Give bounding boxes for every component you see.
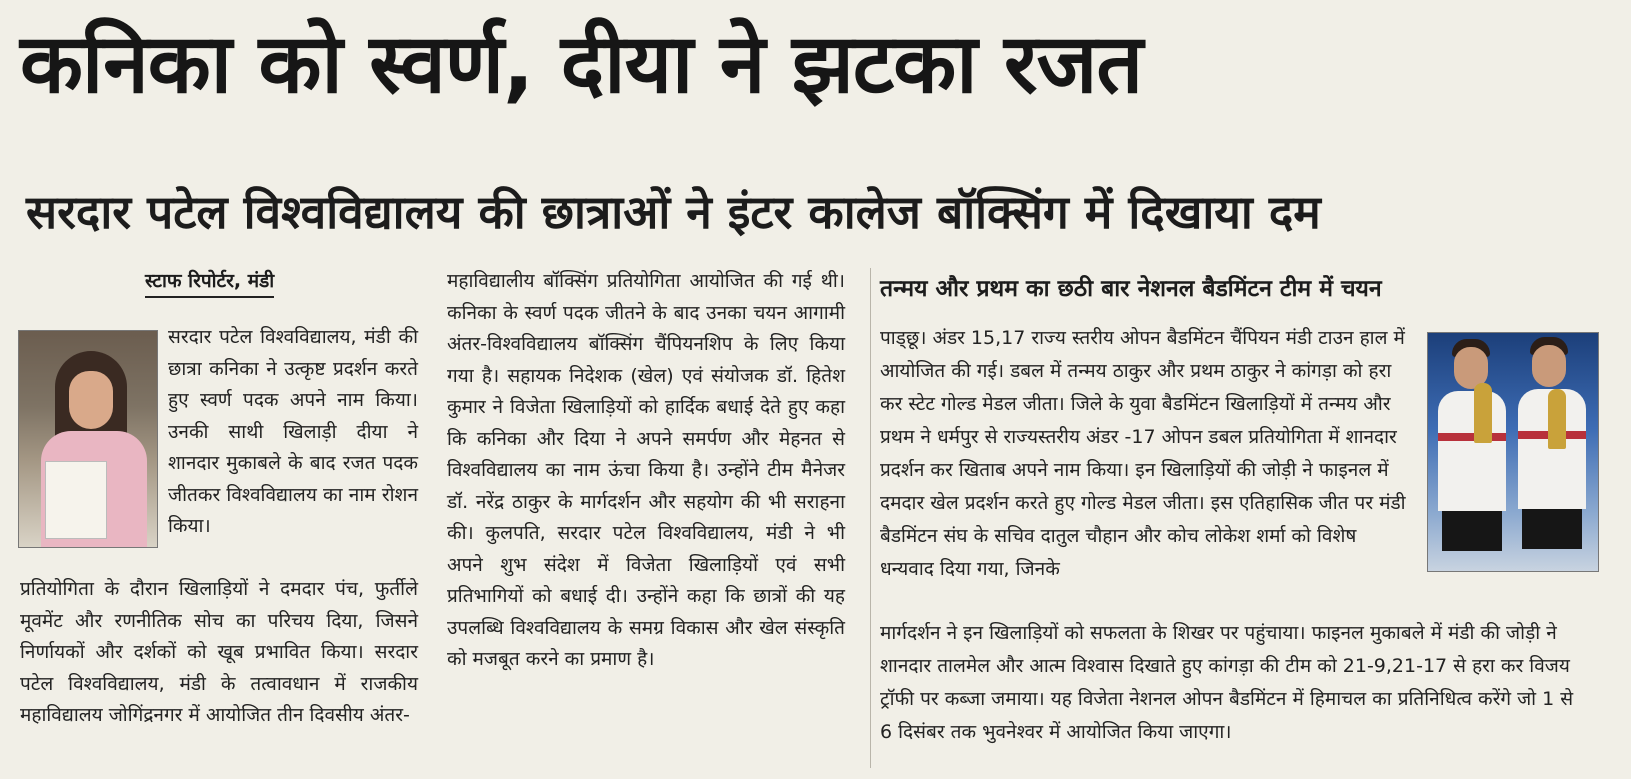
byline: स्टाफ रिपोर्टर, मंडी	[145, 268, 274, 298]
player-left-stripe	[1438, 433, 1506, 441]
photo-certificate	[45, 461, 107, 539]
badminton-players-photo	[1427, 332, 1599, 572]
side-story-body-top: पाड्छू। अंडर 15,17 राज्य स्तरीय ओपन बैडमिंटन चैंपियन मंडी टाउन हाल में आयोजित की गई। डबल में तन्मय ठाकुर और प्रथम ठाकुर ने कांगड़ा को हरा कर स्टेट गोल्ड मेडल जीता। जिले के युवा बैडमिंटन खिलाड़ियों में तन्मय और प्रथम ने धर्मपुर से राज्यस्तरीय अंडर -17 ओपन डबल प्रतियोगिता में शानदार प्रदर्शन कर खिताब अपने नाम किया। इन खिलाड़ियों की जोड़ी ने फाइनल में दमदार खेल प्रदर्शन करते हुए गोल्ड मेडल जीता। इस एतिहासिक जीत पर मंडी बैडमिंटन संघ के सचिव दातुल चौहान और कोच लोकेश शर्मा को विशेष धन्यवाद दिया गया, जिनके	[880, 327, 1406, 580]
boxer-photo	[18, 330, 158, 548]
photo-face	[69, 371, 113, 429]
trophy-right	[1548, 389, 1566, 449]
article-column-2: महाविद्यालीय बॉक्सिंग प्रतियोगिता आयोजित की गई थी। कनिका के स्वर्ण पदक जीतने के बाद उनका चयन आगामी अंतर-विश्वविद्यालय बॉक्सिंग चैंपियनशिप के लिए किया गया है। सहायक निदेशक (खेल) एवं संयोजक डॉ. हितेश कुमार ने विजेता खिलाड़ियों को हार्दिक बधाई देते हुए कहा कि कनिका और दिया ने अपने समर्पण और मेहनत से विश्वविद्यालय का नाम ऊंचा किया है। उन्होंने टीम मैनेजर डॉ. नरेंद्र ठाकुर के मार्गदर्शन और सहयोग की भी सराहना की। कुलपति, सरदार पटेल विश्वविद्यालय, मंडी ने भी अपने शुभ संदेश में विजेता खिलाड़ियों एवं सभी प्रतिभागियों को बधाई दी। उन्होंने कहा कि छात्रों की यह उपलब्धि विश्वविद्यालय के समग्र विकास और खेल संस्कृति को मजबूत करने का प्रमाण है।	[447, 270, 845, 670]
trophy-left	[1474, 383, 1492, 443]
player-left-legs	[1442, 511, 1502, 551]
side-story-headline: तन्मय और प्रथम का छठी बार नेशनल बैडमिंटन टीम में चयन	[880, 276, 1382, 302]
article-column-1-top: सरदार पटेल विश्वविद्यालय, मंडी की छात्रा कनिका ने उत्कृष्ट प्रदर्शन करते हुए स्वर्ण पदक अपने नाम किया। उनकी साथी खिलाड़ी दीया ने शानदार मुकाबले के बाद रजत पदक जीतकर विश्वविद्यालय का नाम रोशन किया।	[168, 326, 418, 537]
headline: कनिका को स्वर्ण, दीया ने झटका रजत	[20, 17, 1143, 112]
article-column-1-bottom: प्रतियोगिता के दौरान खिलाड़ियों ने दमदार पंच, फुर्तीले मूवमेंट और रणनीतिक सोच का परिचय दिया, जिसने निर्णायकों और दर्शकों को खूब प्रभावित किया। सरदार पटेल विश्वविद्यालय, मंडी के तत्वावधान में राजकीय महाविद्यालय जोगिंद्रनगर में आयोजित तीन दिवसीय अंतर-	[20, 578, 418, 726]
player-right-legs	[1522, 509, 1582, 549]
player-right-head	[1532, 345, 1566, 387]
column-divider	[870, 268, 871, 768]
side-story-body-bottom: मार्गदर्शन ने इन खिलाड़ियों को सफलता के शिखर पर पहुंचाया। फाइनल मुकाबले में मंडी की जोड़ी ने शानदार तालमेल और आत्म विश्वास दिखाते हुए कांगड़ा की टीम को 21-9,21-17 से हरा कर विजय ट्रॉफी पर कब्जा जमाया। यह विजेता नेशनल ओपन बैडमिंटन में हिमाचल का प्रतिनिधित्व करेंगे जो 1 से 6 दिसंबर तक भुवनेश्वर में आयोजित किया जाएगा।	[880, 622, 1574, 743]
subheadline: सरदार पटेल विश्वविद्यालय की छात्राओं ने इंटर कालेज बॉक्सिंग में दिखाया दम	[26, 185, 1321, 239]
player-left-shirt	[1438, 391, 1506, 511]
